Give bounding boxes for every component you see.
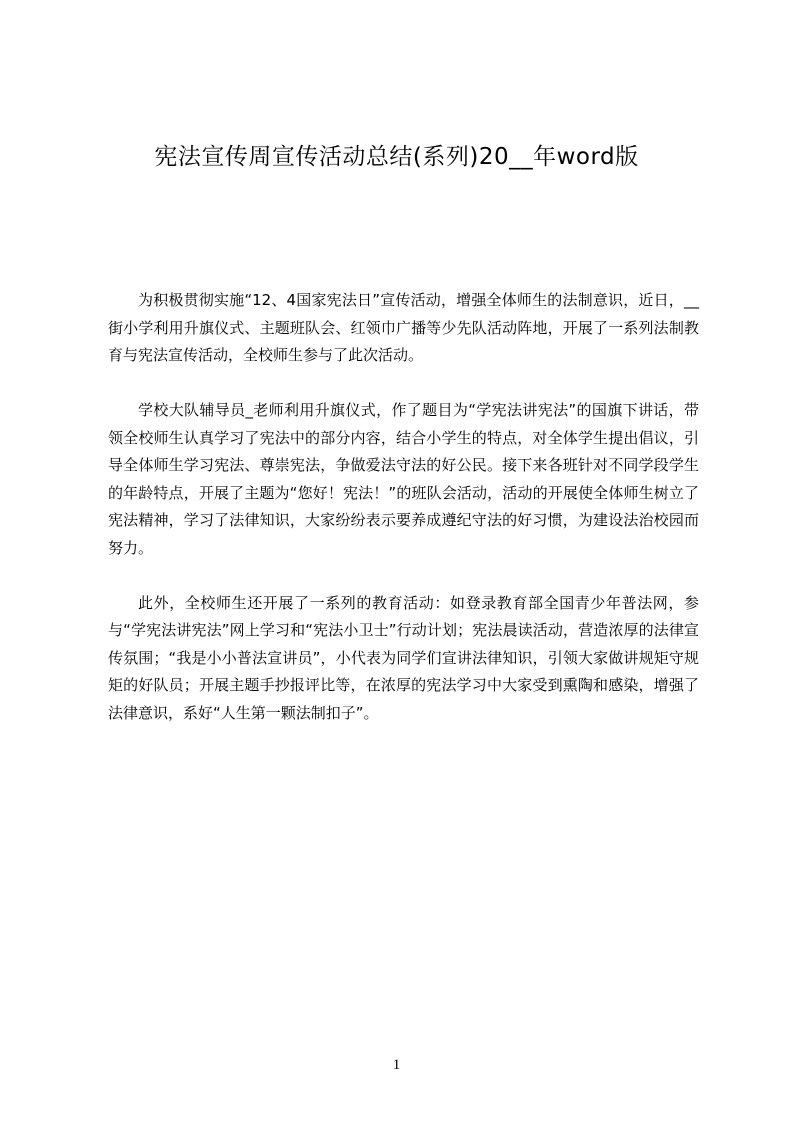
paragraph-other-activities: 此外，全校师生还开展了一系列的教育活动：如登录教育部全国青少年普法网，参与“学宪法讲宪法”网上学习和“宪法小卫士”行动计划；宪法晨读活动，营造浓厚的法律宣传氛围；“我是小小普法宣讲员”，小代表为同学们宣讲法律知识，引领大家做讲规矩守规矩的好队员；开展主题手抄报评比等，在浓厚的宪法学习中大家受到熏陶和感染，增强了法律意识，系好“人生第一颗法制扣子”。 [108,593,699,722]
document-body [108,287,699,755]
paragraph-flag-ceremony: 学校大队辅导员_老师利用升旗仪式，作了题目为“学宪法讲宪法”的国旗下讲话，带领全校师生认真学习了宪法中的部分内容，结合小学生的特点，对全体学生提出倡议，引导全体师生学习宪法、尊崇宪法，争做爱法守法的好公民。接下来各班针对不同学段学生的年龄特点，开展了主题为“您好！宪法！”的班队会活动，活动的开展使全体师生树立了宪法精神，学习了法律知识，大家纷纷表示要养成遵纪守法的好习惯，为建设法治校园而努力。 [108,401,699,557]
document-title: 宪法宣传周宣传活动总结(系列)20__年word版 [154,144,639,170]
page-number: 1 [392,1057,401,1073]
paragraph-intro: 为积极贯彻实施“12、4国家宪法日”宣传活动，增强全体师生的法制意识，近日，__街小学利用升旗仪式、主题班队会、红领巾广播等少先队活动阵地，开展了一系列法制教育与宪法宣传活动，全校师生参与了此次活动。 [108,291,699,364]
